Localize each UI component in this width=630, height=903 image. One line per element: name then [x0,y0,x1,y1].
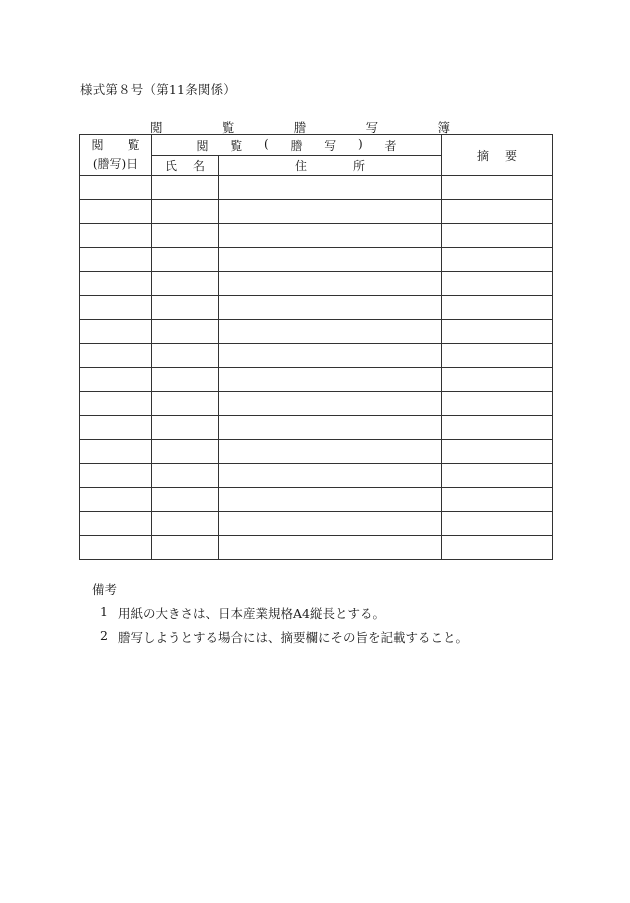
name-cell[interactable] [152,248,219,272]
name-cell[interactable] [152,512,219,536]
name-cell[interactable] [152,344,219,368]
register-body [80,176,553,560]
address-cell[interactable] [219,440,442,464]
date-cell[interactable] [80,536,152,560]
person-header-char: 覧 [230,138,243,153]
table-row [80,488,553,512]
address-header-char: 所 [352,159,365,173]
summary-cell[interactable] [442,200,553,224]
form-label: 様式第８号（第11条関係） [80,82,237,97]
date-cell[interactable] [80,440,152,464]
register-table [79,134,553,560]
date-cell[interactable] [80,464,152,488]
summary-cell[interactable] [442,224,553,248]
table-row [80,368,553,392]
summary-cell[interactable] [442,536,553,560]
summary-cell[interactable] [442,320,553,344]
address-cell[interactable] [219,176,442,200]
date-cell[interactable] [80,368,152,392]
date-cell[interactable] [80,176,152,200]
table-row [80,296,553,320]
address-cell[interactable] [219,224,442,248]
name-cell[interactable] [152,272,219,296]
date-header-char: 覧 [127,138,140,152]
remarks-item [100,628,468,646]
address-header-cell [219,156,442,176]
title-char: 簿 [437,120,450,135]
name-header-char: 名 [192,159,205,173]
date-cell[interactable] [80,296,152,320]
date-cell[interactable] [80,416,152,440]
remarks-item [100,604,468,622]
address-cell[interactable] [219,392,442,416]
name-cell[interactable] [152,392,219,416]
title-char: 謄 [293,120,307,135]
table-row [80,176,553,200]
address-cell[interactable] [219,368,442,392]
date-cell[interactable] [80,512,152,536]
title-char: 覧 [221,120,235,135]
remarks-section [92,580,468,652]
summary-cell[interactable] [442,248,553,272]
name-header-char: 氏 [165,159,178,173]
person-header-char: 謄 [290,138,303,153]
summary-cell[interactable] [442,176,553,200]
summary-header-char: 摘 [477,148,490,163]
summary-cell[interactable] [442,368,553,392]
summary-cell[interactable] [442,344,553,368]
name-cell[interactable] [152,440,219,464]
remarks-item-number: 1 [100,604,108,619]
table-row [80,272,553,296]
summary-header-char: 要 [504,148,517,163]
summary-cell[interactable] [442,296,553,320]
address-cell[interactable] [219,512,442,536]
summary-cell[interactable] [442,512,553,536]
address-cell[interactable] [219,320,442,344]
address-cell[interactable] [219,200,442,224]
title-char: 閲 [150,120,163,135]
address-cell[interactable] [219,272,442,296]
name-cell[interactable] [152,200,219,224]
title-char: 写 [365,120,379,135]
date-cell[interactable] [80,392,152,416]
name-header-cell [152,156,219,176]
address-cell[interactable] [219,248,442,272]
name-cell[interactable] [152,296,219,320]
address-cell[interactable] [219,416,442,440]
table-row [80,392,553,416]
person-header-char: 者 [384,138,397,153]
name-cell[interactable] [152,320,219,344]
date-cell[interactable] [80,224,152,248]
table-row [80,248,553,272]
date-cell[interactable] [80,248,152,272]
table-row [80,512,553,536]
date-cell[interactable] [80,344,152,368]
summary-cell[interactable] [442,416,553,440]
date-header-cell [80,135,152,176]
name-cell[interactable] [152,464,219,488]
name-cell[interactable] [152,488,219,512]
person-header-char: ( [264,136,269,151]
name-cell[interactable] [152,176,219,200]
name-cell[interactable] [152,224,219,248]
table-row [80,440,553,464]
person-header-cell [152,135,442,156]
date-cell[interactable] [80,272,152,296]
address-cell[interactable] [219,536,442,560]
date-header-line2: (謄写)日 [92,157,139,171]
table-row [80,536,553,560]
table-row [80,224,553,248]
summary-header-cell [442,135,553,176]
table-row [80,344,553,368]
person-header-char: 写 [324,138,337,153]
remarks-item-text: 用紙の大きさは、日本産業規格A4縦長とする。 [118,606,385,621]
summary-cell[interactable] [442,440,553,464]
address-cell[interactable] [219,488,442,512]
table-row [80,320,553,344]
name-cell[interactable] [152,416,219,440]
person-header-char: ) [358,136,363,151]
date-cell[interactable] [80,200,152,224]
name-cell[interactable] [152,536,219,560]
table-row [80,464,553,488]
address-header-char: 住 [295,159,308,173]
table-row [80,416,553,440]
remarks-item-number: 2 [100,628,108,643]
address-cell[interactable] [219,464,442,488]
summary-cell[interactable] [442,488,553,512]
remarks-title: 備考 [92,582,118,597]
summary-cell[interactable] [442,272,553,296]
date-header-char: 閲 [91,138,104,152]
address-cell[interactable] [219,296,442,320]
date-cell[interactable] [80,488,152,512]
name-cell[interactable] [152,368,219,392]
person-header-char: 閲 [196,138,209,153]
summary-cell[interactable] [442,392,553,416]
date-cell[interactable] [80,320,152,344]
summary-cell[interactable] [442,464,553,488]
table-row [80,200,553,224]
remarks-item-text: 謄写しようとする場合には、摘要欄にその旨を記載すること。 [118,630,469,645]
address-cell[interactable] [219,344,442,368]
